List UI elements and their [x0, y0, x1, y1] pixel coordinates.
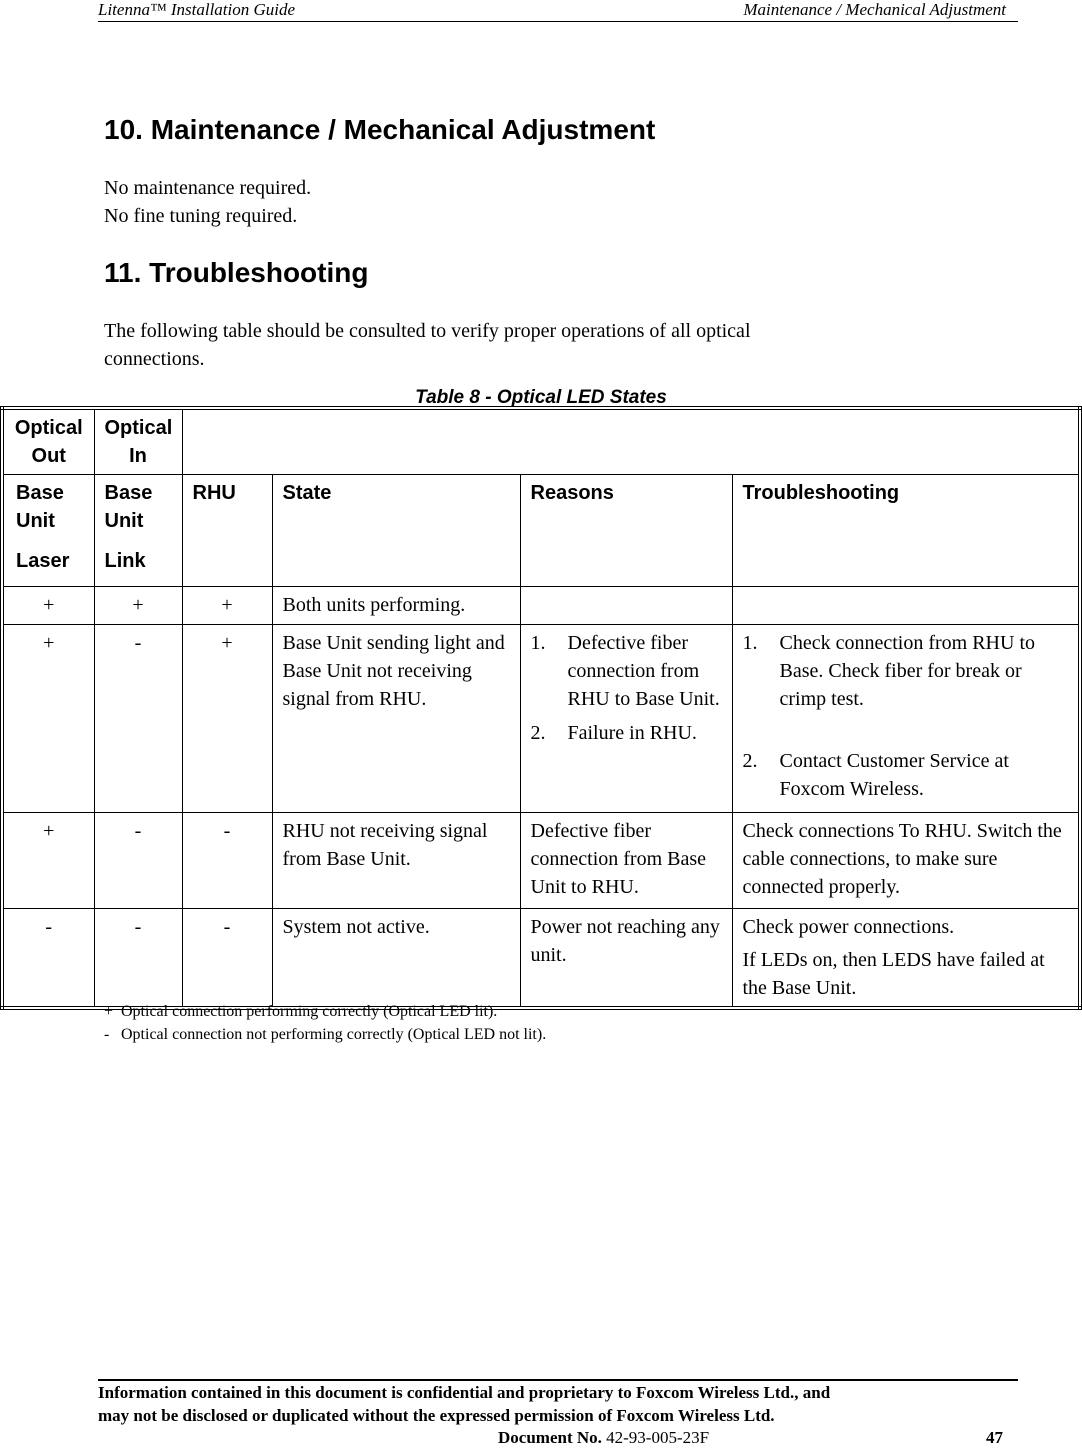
- document-number: [498, 1428, 709, 1448]
- header-rule: [98, 21, 1018, 22]
- list-number: 1.: [742, 632, 758, 654]
- footer-rule: [98, 1379, 1018, 1381]
- running-header-title: Litenna™ Installation Guide: [98, 0, 296, 19]
- cell-reasons: [520, 587, 732, 625]
- troubleshooting-list: [743, 629, 1069, 803]
- list-number: 1.: [530, 632, 546, 654]
- legend-item-minus: [104, 1026, 546, 1044]
- table-row: [2, 587, 1080, 625]
- cell-rhu: +: [182, 587, 272, 625]
- legend-symbol: +: [104, 1003, 114, 1020]
- list-text: Check connection from RHU to Base. Check fiber for break or crimp test.: [779, 632, 1035, 710]
- cell-reasons: Defective fiber connection from Base Unit to RHU.: [520, 813, 732, 909]
- legend-item-plus: [104, 1003, 497, 1021]
- cell-laser: +: [2, 625, 94, 813]
- optical-in-header: Optical In: [94, 408, 182, 475]
- legend-text: Optical connection not performing correctly (Optical LED not lit).: [121, 1026, 547, 1043]
- header-base-unit-link: [94, 475, 182, 587]
- optical-led-states-table: [0, 406, 1082, 1010]
- page-number: 47: [986, 1428, 1003, 1447]
- section-10-line-2: No fine tuning required.: [104, 205, 298, 227]
- cell-laser: +: [2, 813, 94, 909]
- column-header-row: [2, 475, 1080, 587]
- cell-rhu: -: [182, 909, 272, 1009]
- list-item: [531, 719, 722, 747]
- legend-text: Optical connection performing correctly (Optical LED lit).: [121, 1003, 498, 1020]
- cell-troubleshooting: [732, 587, 1080, 625]
- confidentiality-line-2: may not be disclosed or duplicated without the expressed permission of Foxcom Wireless Ltd.: [98, 1406, 775, 1425]
- table-row: [2, 909, 1080, 1009]
- cell-link: -: [94, 813, 182, 909]
- list-text: Defective fiber connection from RHU to Base Unit.: [567, 632, 720, 710]
- cell-rhu: +: [182, 625, 272, 813]
- legend-symbol: -: [104, 1026, 110, 1043]
- document-number-value: 42-93-005-23F: [606, 1428, 710, 1447]
- header-reasons: Reasons: [520, 475, 732, 587]
- troubleshooting-line-2: If LEDs on, then LEDS have failed at the Base Unit.: [742, 949, 1045, 999]
- cell-reasons: Power not reaching any unit.: [520, 909, 732, 1009]
- header-rhu: RHU: [182, 475, 272, 587]
- header-base-unit-laser: [2, 475, 94, 587]
- header-base-unit-link-line-1: Base Unit: [104, 482, 153, 532]
- cell-state: RHU not receiving signal from Base Unit.: [272, 813, 520, 909]
- cell-state: Base Unit sending light and Base Unit not receiving signal from RHU.: [272, 625, 520, 813]
- list-number: 2.: [530, 722, 546, 744]
- header-base-unit-laser-line-1: Base Unit: [16, 482, 64, 532]
- cell-reasons: [520, 625, 732, 813]
- section-10-heading: 10. Maintenance / Mechanical Adjustment: [104, 114, 656, 145]
- cell-troubleshooting: [732, 625, 1080, 813]
- section-11-heading: 11. Troubleshooting: [104, 257, 369, 288]
- confidentiality-line-1: Information contained in this document is confidential and proprietary to Foxcom Wireless Ltd., and: [98, 1383, 831, 1402]
- header-base-unit-link-line-2: Link: [104, 550, 146, 572]
- group-header-blank: [182, 408, 1080, 475]
- list-item: [743, 629, 1069, 713]
- section-11-intro-line-2: connections.: [104, 348, 205, 370]
- header-troubleshooting: Troubleshooting: [732, 475, 1080, 587]
- troubleshooting-line-1: Check power connections.: [742, 916, 955, 938]
- cell-link: -: [94, 909, 182, 1009]
- optical-out-header: Optical Out: [2, 408, 94, 475]
- list-text: Failure in RHU.: [567, 722, 697, 744]
- cell-laser: +: [2, 587, 94, 625]
- cell-troubleshooting: Check connections To RHU. Switch the cable connections, to make sure connected properly.: [732, 813, 1080, 909]
- cell-link: +: [94, 587, 182, 625]
- cell-laser: -: [2, 909, 94, 1009]
- cell-troubleshooting: [732, 909, 1080, 1009]
- reasons-list: [531, 629, 722, 747]
- cell-state: System not active.: [272, 909, 520, 1009]
- table-row: [2, 625, 1080, 813]
- table-caption: Table 8 - Optical LED States: [415, 387, 667, 408]
- cell-link: -: [94, 625, 182, 813]
- list-item: [531, 629, 722, 713]
- table-row: [2, 813, 1080, 909]
- header-base-unit-laser-line-2: Laser: [16, 550, 70, 572]
- cell-state: Both units performing.: [272, 587, 520, 625]
- list-item: [743, 747, 1069, 803]
- running-header-section: Maintenance / Mechanical Adjustment: [743, 0, 1006, 19]
- section-11-intro-line-1: The following table should be consulted to verify proper operations of all optical: [104, 320, 751, 342]
- section-10-line-1: No maintenance required.: [104, 177, 312, 199]
- cell-rhu: -: [182, 813, 272, 909]
- group-header-row: [2, 408, 1080, 475]
- list-text: Contact Customer Service at Foxcom Wireless.: [779, 750, 1009, 800]
- list-number: 2.: [742, 750, 758, 772]
- header-state: State: [272, 475, 520, 587]
- document-number-label: Document No.: [498, 1428, 602, 1447]
